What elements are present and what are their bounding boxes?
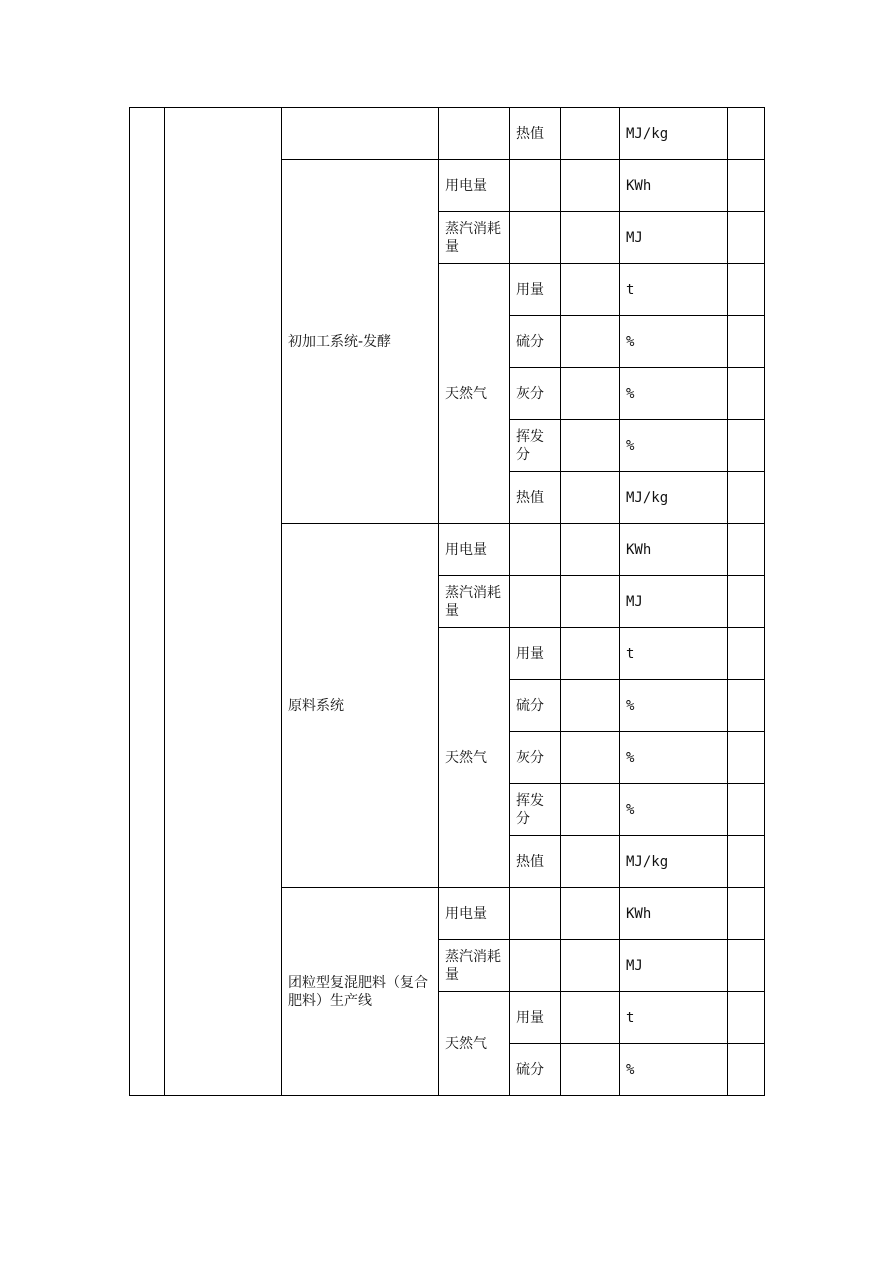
remark-cell bbox=[728, 472, 765, 524]
category-cell: 用电量 bbox=[439, 888, 510, 940]
table-row bbox=[130, 108, 765, 160]
unit-cell: % bbox=[620, 784, 728, 836]
remark-cell bbox=[728, 992, 765, 1044]
item-cell: 挥发分 bbox=[510, 420, 561, 472]
unit-cell: % bbox=[620, 1044, 728, 1096]
value-cell bbox=[561, 108, 620, 160]
unit-cell: KWh bbox=[620, 524, 728, 576]
unit-cell: KWh bbox=[620, 160, 728, 212]
remark-cell bbox=[728, 940, 765, 992]
unit-cell: MJ bbox=[620, 940, 728, 992]
item-cell bbox=[510, 888, 561, 940]
category-cell: 用电量 bbox=[439, 160, 510, 212]
system-name-cell: 团粒型复混肥料（复合肥料）生产线 bbox=[282, 888, 439, 1096]
unit-cell: t bbox=[620, 264, 728, 316]
unit-cell: MJ bbox=[620, 576, 728, 628]
value-cell bbox=[561, 888, 620, 940]
value-cell bbox=[561, 420, 620, 472]
category-cell: 天然气 bbox=[439, 992, 510, 1096]
remark-cell bbox=[728, 576, 765, 628]
group-column-cell bbox=[165, 108, 282, 1096]
system-name-cell: 原料系统 bbox=[282, 524, 439, 888]
item-cell bbox=[510, 524, 561, 576]
energy-consumption-table bbox=[129, 107, 765, 1096]
system-name-cell bbox=[282, 108, 439, 160]
value-cell bbox=[561, 940, 620, 992]
remark-cell bbox=[728, 108, 765, 160]
unit-cell: t bbox=[620, 628, 728, 680]
remark-cell bbox=[728, 420, 765, 472]
system-name-cell: 初加工系统-发酵 bbox=[282, 160, 439, 524]
value-cell bbox=[561, 160, 620, 212]
item-cell bbox=[510, 160, 561, 212]
unit-cell: % bbox=[620, 680, 728, 732]
unit-cell: MJ/kg bbox=[620, 108, 728, 160]
category-cell: 天然气 bbox=[439, 264, 510, 524]
unit-cell: MJ/kg bbox=[620, 836, 728, 888]
category-cell bbox=[439, 108, 510, 160]
item-cell: 用量 bbox=[510, 992, 561, 1044]
value-cell bbox=[561, 628, 620, 680]
item-cell bbox=[510, 940, 561, 992]
category-cell: 蒸汽消耗量 bbox=[439, 576, 510, 628]
item-cell: 硫分 bbox=[510, 680, 561, 732]
unit-cell: % bbox=[620, 368, 728, 420]
item-cell: 硫分 bbox=[510, 316, 561, 368]
index-column-cell bbox=[130, 108, 165, 1096]
value-cell bbox=[561, 524, 620, 576]
remark-cell bbox=[728, 1044, 765, 1096]
remark-cell bbox=[728, 732, 765, 784]
value-cell bbox=[561, 732, 620, 784]
unit-cell: % bbox=[620, 316, 728, 368]
remark-cell bbox=[728, 888, 765, 940]
remark-cell bbox=[728, 316, 765, 368]
item-cell: 硫分 bbox=[510, 1044, 561, 1096]
remark-cell bbox=[728, 368, 765, 420]
remark-cell bbox=[728, 628, 765, 680]
remark-cell bbox=[728, 524, 765, 576]
category-cell: 天然气 bbox=[439, 628, 510, 888]
unit-cell: MJ bbox=[620, 212, 728, 264]
remark-cell bbox=[728, 212, 765, 264]
unit-cell: MJ/kg bbox=[620, 472, 728, 524]
item-cell: 灰分 bbox=[510, 732, 561, 784]
item-cell bbox=[510, 576, 561, 628]
unit-cell: t bbox=[620, 992, 728, 1044]
value-cell bbox=[561, 264, 620, 316]
value-cell bbox=[561, 992, 620, 1044]
value-cell bbox=[561, 1044, 620, 1096]
value-cell bbox=[561, 576, 620, 628]
unit-cell: KWh bbox=[620, 888, 728, 940]
value-cell bbox=[561, 472, 620, 524]
remark-cell bbox=[728, 680, 765, 732]
item-cell: 热值 bbox=[510, 472, 561, 524]
item-cell: 热值 bbox=[510, 836, 561, 888]
item-cell: 用量 bbox=[510, 264, 561, 316]
value-cell bbox=[561, 784, 620, 836]
value-cell bbox=[561, 368, 620, 420]
remark-cell bbox=[728, 160, 765, 212]
remark-cell bbox=[728, 784, 765, 836]
value-cell bbox=[561, 836, 620, 888]
value-cell bbox=[561, 212, 620, 264]
remark-cell bbox=[728, 836, 765, 888]
item-cell bbox=[510, 212, 561, 264]
item-cell: 灰分 bbox=[510, 368, 561, 420]
unit-cell: % bbox=[620, 420, 728, 472]
value-cell bbox=[561, 316, 620, 368]
item-cell: 用量 bbox=[510, 628, 561, 680]
category-cell: 蒸汽消耗量 bbox=[439, 212, 510, 264]
remark-cell bbox=[728, 264, 765, 316]
value-cell bbox=[561, 680, 620, 732]
item-cell: 挥发分 bbox=[510, 784, 561, 836]
category-cell: 用电量 bbox=[439, 524, 510, 576]
category-cell: 蒸汽消耗量 bbox=[439, 940, 510, 992]
unit-cell: % bbox=[620, 732, 728, 784]
item-cell: 热值 bbox=[510, 108, 561, 160]
